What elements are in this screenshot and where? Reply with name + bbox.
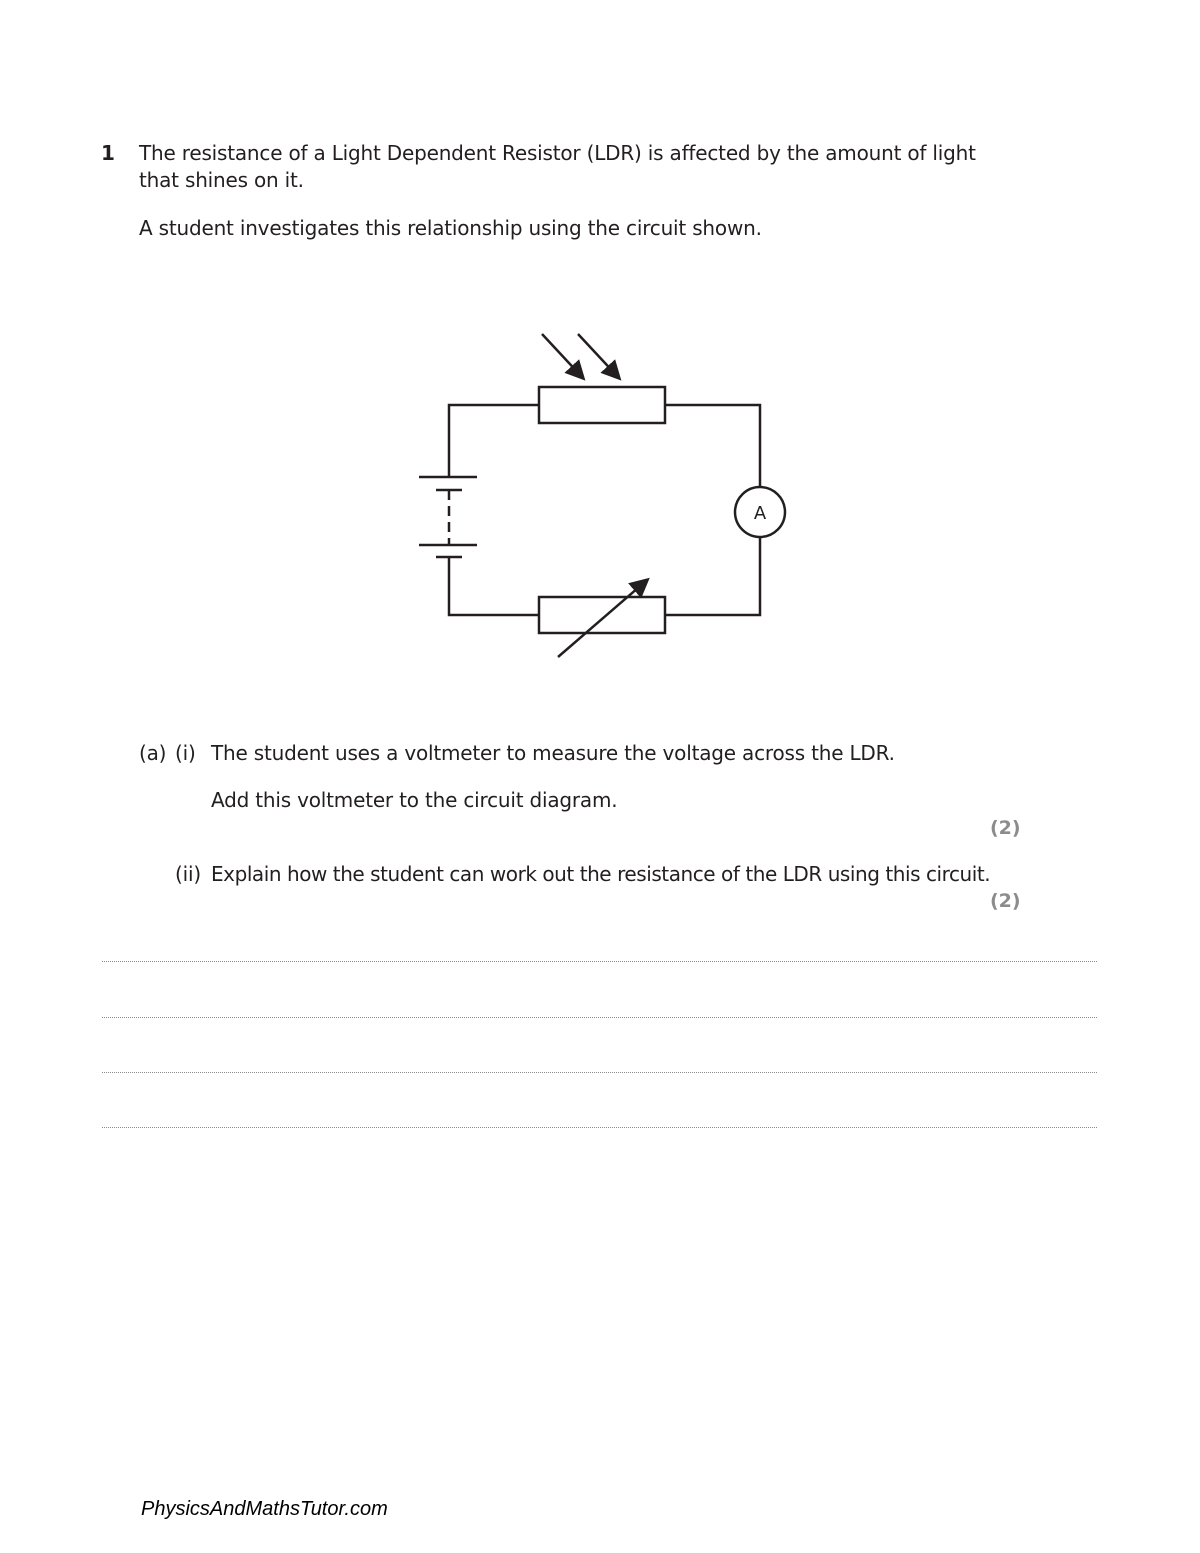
answer-line-1[interactable] — [102, 961, 1097, 962]
ammeter-label: A — [753, 503, 767, 524]
answer-line-3[interactable] — [102, 1072, 1097, 1073]
wire-top-left — [449, 405, 539, 477]
part-a-i-label: (i) — [175, 741, 196, 765]
wire-bottom-left — [449, 557, 539, 615]
wire-top-right — [665, 405, 760, 487]
part-a-ii-marks: (2) — [990, 890, 1021, 912]
question-intro-line-2: that shines on it. — [139, 168, 304, 192]
part-a-label: (a) — [139, 741, 167, 765]
part-a-i-text-2: Add this voltmeter to the circuit diagram. — [211, 788, 618, 812]
variable-resistor — [539, 597, 665, 633]
question-number: 1 — [101, 141, 115, 165]
ldr-resistor — [539, 387, 665, 423]
part-a-i-text-1: The student uses a voltmeter to measure the voltage across the LDR. — [211, 741, 895, 765]
circuit-diagram — [410, 325, 800, 665]
wire-right-lower — [665, 537, 760, 615]
footer-site: PhysicsAndMathsTutor.com — [141, 1498, 388, 1520]
part-a-ii-label: (ii) — [175, 862, 201, 886]
light-arrow-1 — [542, 334, 582, 377]
answer-line-2[interactable] — [102, 1017, 1097, 1018]
question-intro-2: A student investigates this relationship using the circuit shown. — [139, 216, 762, 240]
part-a-ii-text: Explain how the student can work out the resistance of the LDR using this circuit. — [211, 862, 991, 886]
answer-line-4[interactable] — [102, 1127, 1097, 1128]
part-a-i-marks: (2) — [990, 817, 1021, 839]
variable-resistor-arrow — [558, 581, 646, 657]
question-intro-line-1: The resistance of a Light Dependent Resistor (LDR) is affected by the amount of light — [139, 141, 976, 165]
light-arrow-2 — [578, 334, 618, 377]
